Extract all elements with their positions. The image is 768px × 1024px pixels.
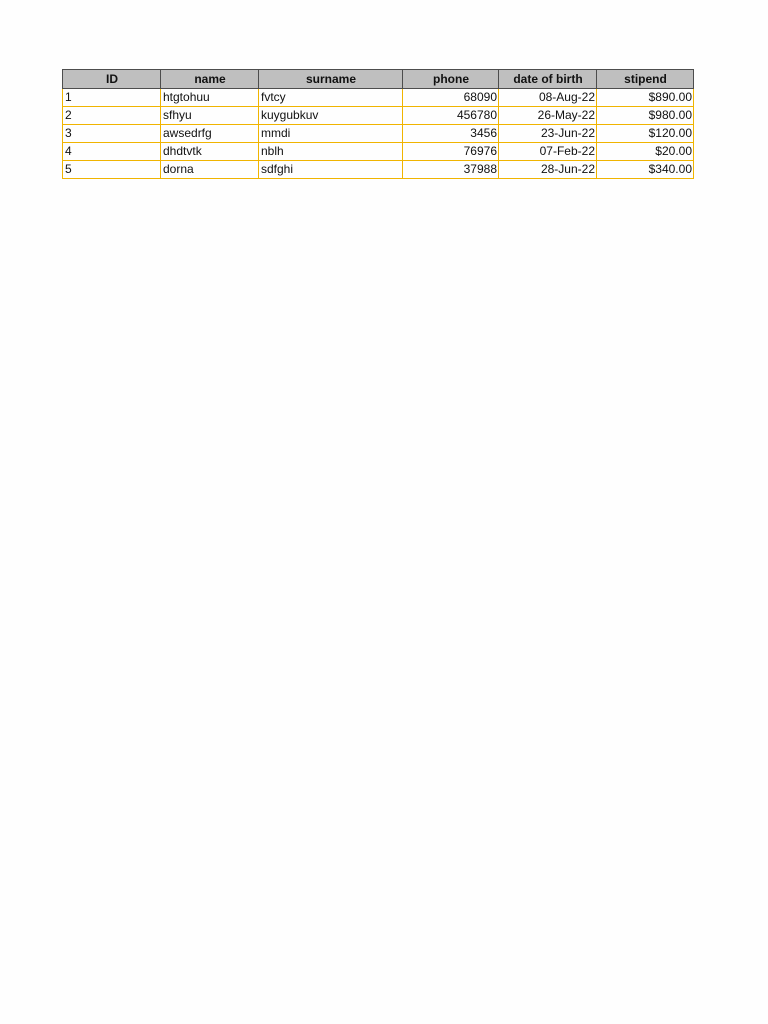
cell-id: 1 — [63, 89, 161, 107]
cell-id: 4 — [63, 143, 161, 161]
cell-name: awsedrfg — [161, 125, 259, 143]
table-row — [63, 161, 694, 179]
cell-name: dhdtvtk — [161, 143, 259, 161]
data-table — [62, 69, 694, 179]
cell-name: dorna — [161, 161, 259, 179]
cell-phone: 76976 — [403, 143, 499, 161]
cell-stipend: $20.00 — [597, 143, 694, 161]
cell-date-of-birth: 23-Jun-22 — [499, 125, 597, 143]
cell-surname: mmdi — [259, 125, 403, 143]
column-header-id: ID — [63, 70, 161, 89]
table-row — [63, 125, 694, 143]
column-header-phone: phone — [403, 70, 499, 89]
table-row — [63, 107, 694, 125]
cell-stipend: $340.00 — [597, 161, 694, 179]
cell-name: htgtohuu — [161, 89, 259, 107]
table-row — [63, 143, 694, 161]
cell-surname: fvtcy — [259, 89, 403, 107]
cell-date-of-birth: 28-Jun-22 — [499, 161, 597, 179]
cell-phone: 68090 — [403, 89, 499, 107]
cell-surname: sdfghi — [259, 161, 403, 179]
cell-id: 3 — [63, 125, 161, 143]
cell-id: 5 — [63, 161, 161, 179]
cell-date-of-birth: 26-May-22 — [499, 107, 597, 125]
cell-name: sfhyu — [161, 107, 259, 125]
cell-phone: 3456 — [403, 125, 499, 143]
cell-id: 2 — [63, 107, 161, 125]
cell-surname: kuygubkuv — [259, 107, 403, 125]
column-header-stipend: stipend — [597, 70, 694, 89]
column-header-surname: surname — [259, 70, 403, 89]
table-row — [63, 89, 694, 107]
header-row — [63, 70, 694, 89]
column-header-date-of-birth: date of birth — [499, 70, 597, 89]
cell-phone: 456780 — [403, 107, 499, 125]
cell-date-of-birth: 08-Aug-22 — [499, 89, 597, 107]
cell-phone: 37988 — [403, 161, 499, 179]
cell-stipend: $890.00 — [597, 89, 694, 107]
cell-date-of-birth: 07-Feb-22 — [499, 143, 597, 161]
column-header-name: name — [161, 70, 259, 89]
cell-stipend: $980.00 — [597, 107, 694, 125]
cell-stipend: $120.00 — [597, 125, 694, 143]
cell-surname: nblh — [259, 143, 403, 161]
